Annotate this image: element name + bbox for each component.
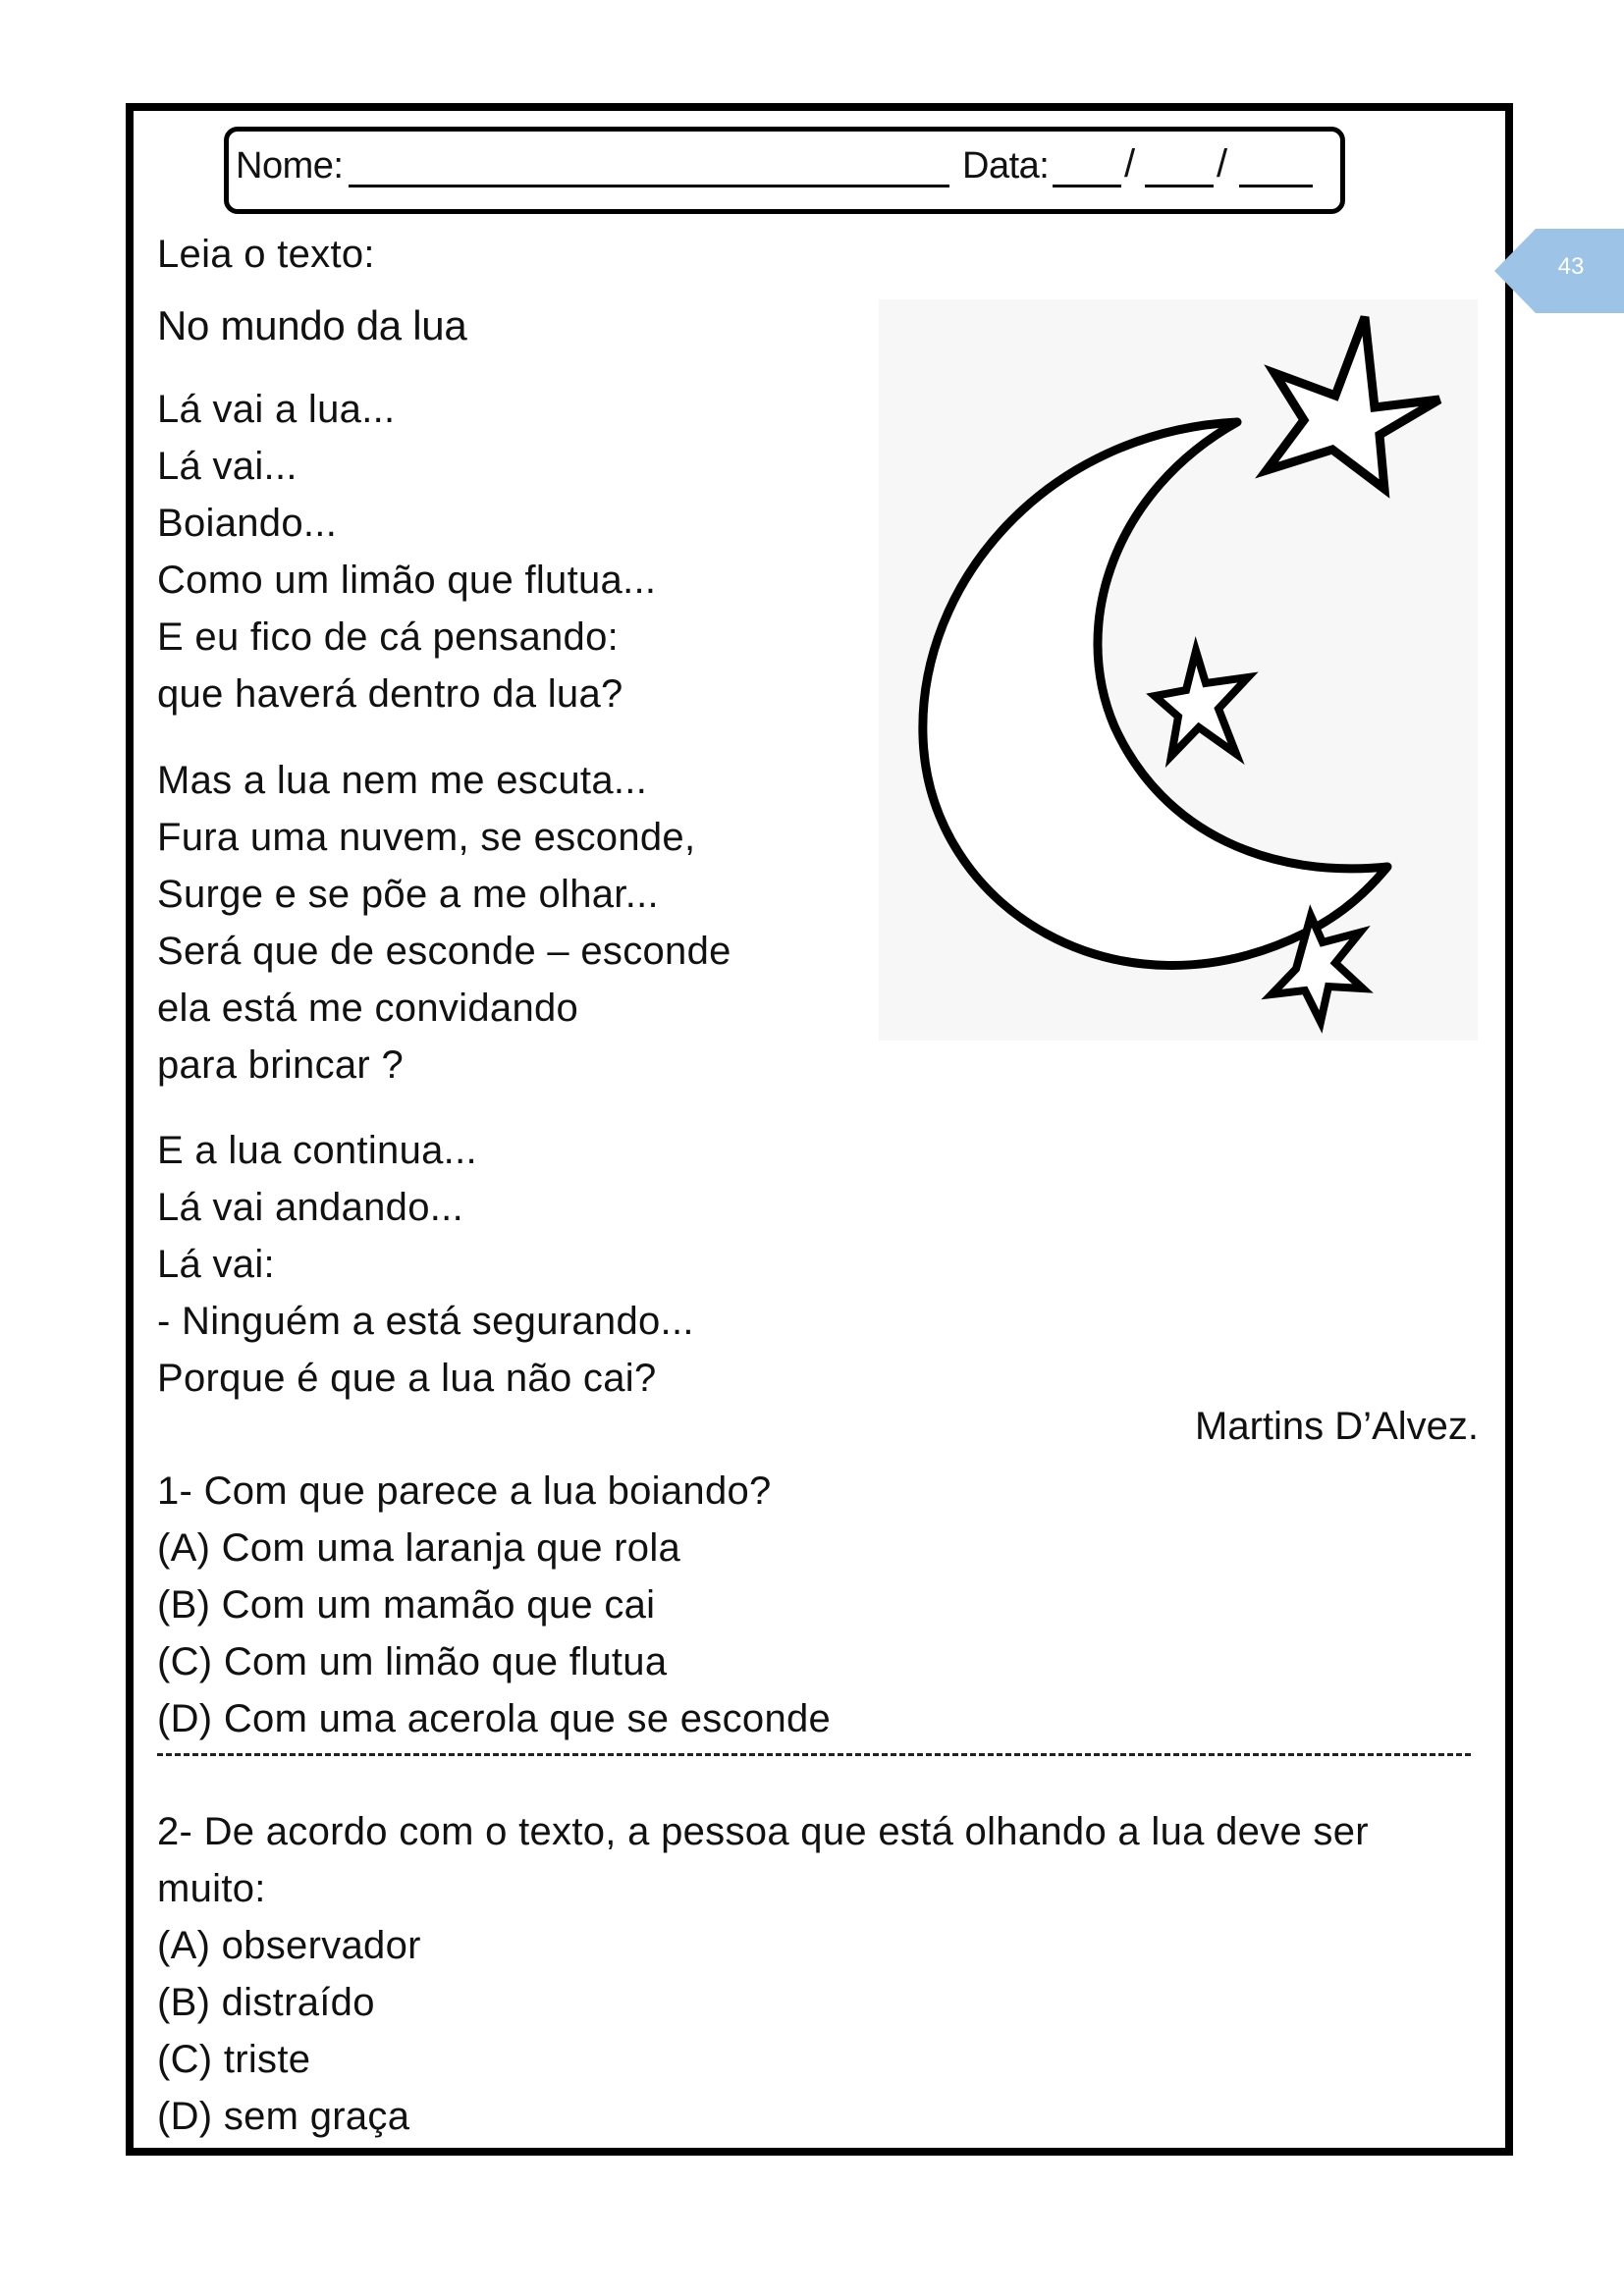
date-day-field[interactable] (1053, 185, 1121, 187)
answer-option[interactable]: (D) sem graça (157, 2095, 410, 2138)
poem-line: Lá vai... (157, 445, 298, 488)
answer-option[interactable]: (B) Com um mamão que cai (157, 1583, 656, 1627)
intro-text: Leia o texto: (157, 233, 375, 276)
poem-line: Fura uma nuvem, se esconde, (157, 816, 696, 859)
section-divider (157, 1753, 1471, 1756)
poem-line: Surge e se põe a me olhar... (157, 873, 659, 916)
name-field[interactable] (349, 185, 949, 187)
answer-option[interactable]: (C) Com um limão que flutua (157, 1640, 668, 1683)
poem-author: Martins D’Alvez. (1195, 1405, 1479, 1448)
date-separator: / (1124, 142, 1136, 186)
date-month-field[interactable] (1145, 185, 1214, 187)
name-label: Nome: (236, 145, 344, 187)
name-date-box (224, 127, 1345, 214)
poem-line: Boiando... (157, 502, 338, 545)
stanza-3 (157, 1122, 694, 1407)
question-prompt: 2- De acordo com o texto, a pessoa que está olhando a lua deve ser (157, 1810, 1369, 1853)
poem-line: Será que de esconde – esconde (157, 930, 731, 973)
poem-line: para brincar ? (157, 1043, 404, 1087)
moon-and-stars-illustration (879, 299, 1478, 1041)
poem-line: E a lua continua... (157, 1129, 477, 1172)
date-separator: / (1217, 142, 1228, 186)
question-prompt: 1- Com que parece a lua boiando? (157, 1469, 772, 1513)
answer-option[interactable]: (A) Com uma laranja que rola (157, 1526, 681, 1570)
poem-line: - Ninguém a está segurando... (157, 1300, 694, 1343)
answer-option[interactable]: (A) observador (157, 1924, 421, 1967)
question-1 (157, 1463, 831, 1747)
poem-line: Lá vai: (157, 1243, 275, 1286)
page-number: 43 (1557, 253, 1585, 280)
poem-title: No mundo da lua (157, 302, 467, 348)
poem-line: ela está me convidando (157, 987, 579, 1030)
date-label: Data: (962, 145, 1050, 187)
stanza-1 (157, 381, 656, 722)
poem-line: Como um limão que flutua... (157, 559, 657, 602)
poem-line: E eu fico de cá pensando: (157, 615, 620, 659)
question-2 (157, 1803, 1369, 2145)
question-prompt: muito: (157, 1867, 266, 1910)
stanza-2 (157, 752, 731, 1094)
answer-option[interactable]: (B) distraído (157, 1981, 375, 2024)
answer-option[interactable]: (D) Com uma acerola que se esconde (157, 1697, 832, 1740)
date-year-field[interactable] (1239, 185, 1313, 187)
answer-option[interactable]: (C) triste (157, 2038, 311, 2081)
poem-line: Lá vai andando... (157, 1186, 464, 1229)
poem-line: Mas a lua nem me escuta... (157, 759, 648, 802)
poem-line: Lá vai a lua... (157, 388, 396, 431)
poem-line: Porque é que a lua não cai? (157, 1357, 657, 1400)
poem-line: que haverá dentro da lua? (157, 672, 623, 716)
